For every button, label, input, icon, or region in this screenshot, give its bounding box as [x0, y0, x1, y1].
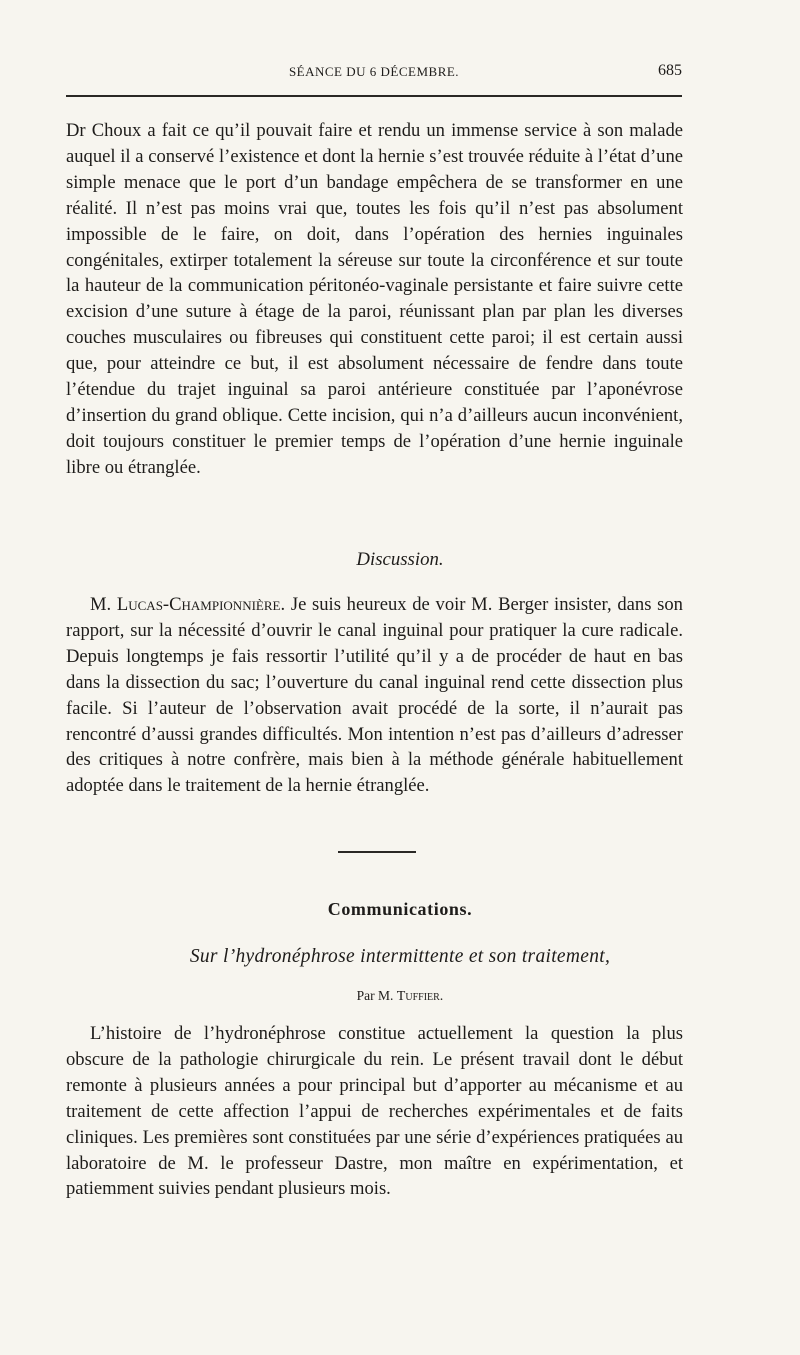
paragraph-report-conclusion	[66, 118, 683, 481]
article-title: Sur l’hydronéphrose intermittente et son traitement,	[189, 946, 611, 967]
section-heading: Communications.	[327, 899, 473, 919]
paragraph-article-intro	[66, 1021, 683, 1202]
paragraph-discussion	[66, 592, 683, 799]
section-separator	[338, 851, 416, 853]
discussion-heading: Discussion.	[356, 549, 444, 570]
author-name: Tuffier.	[396, 989, 444, 1004]
running-title: SÉANCE DU 6 DÉCEMBRE.	[288, 64, 460, 79]
page-number: 685	[658, 62, 682, 79]
paragraph-text: Dr Choux a fait ce qu’il pouvait faire et rendu un immense service à son malade auquel il a conservé l’existence et dont la hernie s’est trouvée réduite à l’état d’une simple menace que le port d’un bandage empêchera de se transformer en une réalité. Il n’est pas moins vrai que, toutes les fois qu’il n’est pas absolument impossible de le faire, on doit, dans l’opération des hernies inguinales congénitales, extirper totalement la séreuse sur toute la circonférence et sur toute la hauteur de la communication péritonéo-vaginale persistante et faire suivre cette excision d’une suture à étage de la paroi, réunissant plan par plan les diverses couches musculaires ou fibreuses qui constituent cette paroi; il est certain aussi que, pour atteindre ce but, il est absolument nécessaire de fendre dans toute l’étendue du trajet inguinal sa paroi antérieure constituée par l’aponévrose d’insertion du grand oblique. Cette incision, qui n’a d’ailleurs aucun inconvénient, doit toujours constituer le premier temps de l’opération d’une hernie inguinale libre ou étranglée.	[66, 120, 683, 478]
paragraph-text: Je suis heureux de voir M. Berger insister, dans son rapport, sur la nécessité d’ouvrir le canal inguinal pour pratiquer la cure radicale. Depuis longtemps je fais ressortir l’utilité qu’il y a de procéder de haut en bas dans la dissection du sac; l’ouverture du canal inguinal rend cette dissection plus facile. Si l’auteur de l’observation avait procédé de la sorte, il n’aurait pas rencontré d’aussi grandes difficultés. Mon intention n’est pas d’ailleurs d’adresser des critiques à notre confrère, mais bien à la méthode générale habituellement adoptée dans le traitement de la hernie étranglée.	[66, 594, 683, 797]
page-header	[66, 62, 682, 88]
byline-prefix: Par M.	[356, 988, 394, 1003]
header-rule	[66, 95, 682, 97]
paragraph-text: L’histoire de l’hydronéphrose constitue actuellement la question la plus obscure de la pathologie chirurgicale du rein. Le présent travail dont le début remonte à plusieurs années a pour principal but d’apporter au mécanisme et au traitement de cette affection l’appui de recherches expérimentales et de faits cliniques. Les premières sont constituées par une série d’expériences pratiquées au laboratoire de M. le professeur Dastre, mon maître en expérimentation, et patiemment suivies pendant plusieurs mois.	[66, 1023, 683, 1200]
speaker-name: M. Lucas-Championnière.	[90, 594, 286, 615]
article-byline	[0, 988, 800, 1005]
